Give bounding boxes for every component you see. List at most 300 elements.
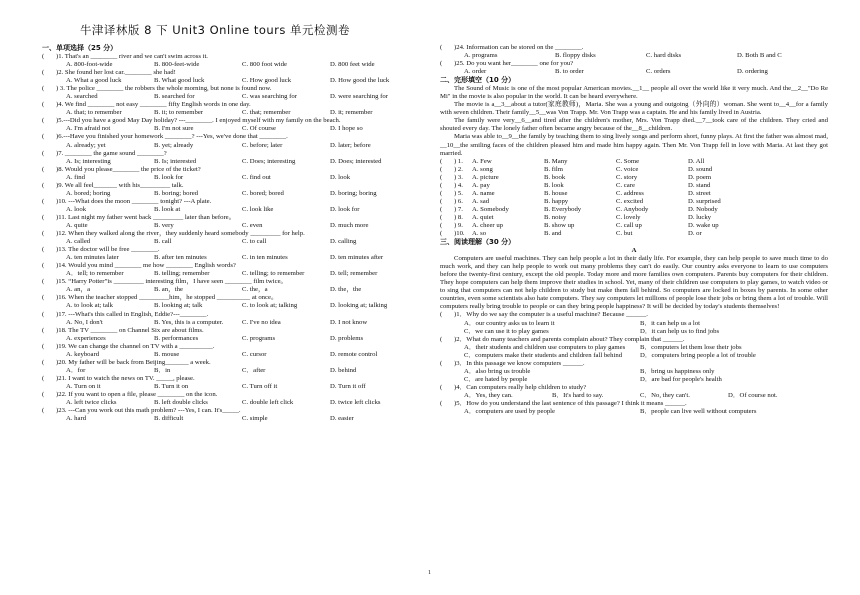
option: A. experiences [66,334,106,342]
option: B. looking at; talk [154,302,203,310]
question-text: )16. When the teacher stopped _________him，he stopped __________ at once。 [56,294,278,302]
question-text: )20. My father will be back from Beijing_______ a week. [56,358,211,366]
option: B. look at [154,205,181,213]
cloze-paragraph: Maria was able to__9__the family by teaching them to sing lively songs and perform short, funny plays. At first the father was almost mad, __10__the smiling faces of the children pleased him and made him happy again. Then Mr. Von Trapp fell in love with Maria. At last they got married. [440,133,828,157]
option: B. searched for [154,93,195,101]
answer-blank[interactable]: ( [42,117,45,125]
option: B．it can help us a lot [640,319,700,327]
option: A. quite [66,221,88,229]
option: D. it; remember [330,109,373,117]
page-number: 1 [428,570,431,576]
option: D．it can help us to find jobs [640,327,720,335]
right-column [440,44,828,416]
answer-blank[interactable]: ( [42,149,45,157]
option: D. behind [330,366,357,374]
cloze-number: ) 1. [454,157,463,165]
answer-blank[interactable]: ( [440,197,443,205]
answer-blank[interactable]: ( [42,390,45,398]
option: D. street [688,189,711,197]
cloze-number: )10. [454,230,465,238]
option: B. I'm not sure [154,125,194,133]
option: A. I'm afraid not [66,125,111,133]
question-text: )8. Would you please________ the price of the ticket? [56,165,201,173]
answer-blank[interactable]: ( [42,358,45,366]
question-text: )5.---Did you have a good May Day holiday? ---________. I enjoyed myself with my family on the beach. [56,117,341,125]
reading-questions [440,311,828,416]
option: C. Turn off it [242,382,278,390]
option: C. even [242,221,263,229]
option: A. No, I don't [66,318,103,326]
option: C. but [616,230,633,238]
option: B. left double clicks [154,399,208,407]
option: A. already; yet [66,141,106,149]
section-heading-reading: 三、阅读理解（30 分） [440,238,516,247]
option: B. mouse [154,350,180,358]
question-row [42,166,430,174]
single-choice-list [42,53,430,423]
question-row [440,400,828,408]
option: A. Few [472,157,492,165]
question-row [42,85,430,93]
question-text: )15. “Harry Potter”is _________ interesting film，I have seen ________ film twice。 [56,278,288,286]
question-row [42,375,430,383]
options-row [440,68,828,76]
option: B．in [154,366,171,374]
options-row [42,383,430,391]
option: A. so [472,230,487,238]
options-row [42,125,430,133]
option: C. telling; to remember [242,270,305,278]
answer-blank[interactable]: ( [42,69,45,77]
question-text: )6.---Have you finished your homework ________? ---Yes, we've done that ________. [56,133,288,141]
option: C．No, they can't. [640,391,690,399]
option: C. call up [616,221,642,229]
option: D. Turn it off [330,382,366,390]
answer-blank[interactable]: ( [42,278,45,286]
option: B．bring us happiness only [640,367,715,375]
option: C. Of course [242,125,276,133]
answer-blank[interactable]: ( [42,53,45,60]
left-column [42,44,430,423]
question-row [42,246,430,254]
answer-blank[interactable]: ( [440,230,443,238]
question-row [42,69,430,77]
answer-blank[interactable]: ( [42,181,45,189]
options-row [440,328,828,336]
answer-blank[interactable]: ( [42,374,45,382]
answer-blank[interactable]: ( [42,85,45,93]
options-row [42,222,430,230]
section-heading-cloze: 二、完形填空（10 分） [440,76,516,85]
answer-blank[interactable]: ( [42,326,45,334]
option: D. remote control [330,350,378,358]
options-row [440,376,828,384]
options-row [440,408,828,416]
options-row [42,93,430,101]
option: B. What good luck [154,77,205,85]
option: B. happy [544,197,569,205]
options-row [42,174,430,182]
cloze-number: ) 6. [454,197,463,205]
option: A. bored; boring [66,189,111,197]
option: D. later; before [330,141,371,149]
answer-blank[interactable]: ( [42,230,45,238]
answer-blank[interactable]: ( [440,60,443,68]
option: B. noisy [544,213,567,221]
question-row [42,198,430,206]
option: A. song [472,165,493,173]
option: D. sound [688,165,713,173]
options-row [440,320,828,328]
answer-blank[interactable]: ( [42,213,45,221]
option: B. 800-feet-wide [154,61,200,69]
question-text: ) 3. The police ________ the robbers the whole morning, but none is found now. [56,85,272,93]
option: A. cheer up [472,221,504,229]
option: C. cursor [242,350,267,358]
option: C. look like [242,205,274,213]
question-row [42,53,430,61]
option: B. it; to remember [154,109,204,117]
section-heading-single-choice: 一、单项选择（25 分） [42,44,118,52]
cloze-choice-row [440,158,828,166]
options-row [42,238,430,246]
cloze-number: ) 3. [454,173,463,181]
question-row [42,327,430,335]
single-choice-list-continued [440,44,828,76]
answer-blank[interactable]: ( [440,157,443,165]
answer-blank[interactable]: ( [440,173,443,181]
cloze-choices [440,158,828,238]
option: D. surprised [688,197,721,205]
option: D. look for [330,205,360,213]
question-row [42,311,430,319]
answer-blank[interactable]: ( [42,165,45,173]
question-text: )11. Last night my father went back _________ later than before。 [56,213,236,221]
options-row [42,61,430,69]
option: D. lucky [688,213,712,221]
question-row [42,294,430,302]
answer-blank[interactable]: ( [440,189,443,197]
option: B. Turn it on [154,382,189,390]
question-row [42,133,430,141]
answer-blank[interactable]: ( [42,197,45,205]
question-row [440,384,828,392]
cloze-choice-row [440,206,828,214]
option: D. easier [330,415,354,423]
answer-blank[interactable]: ( [440,221,443,229]
option: B. look [544,181,564,189]
question-row [42,391,430,399]
question-row [440,311,828,319]
option: A. an，a [66,286,91,294]
question-row [42,214,430,222]
option: B. show up [544,221,575,229]
options-row [440,344,828,352]
cloze-paragraph: The Sound of Music is one of the most popular American movies.__1__ people all over the world like it very much. And the__2__"Do Re Mi" in the movie is also popular in the world. It can be heard everywhere. [440,85,828,101]
option: C. How good luck [242,77,292,85]
question-text: )14. Would you mind ________ me how ________ English words? [56,262,236,270]
question-text: )22. If you want to open a file, please ________ on the icon. [56,390,218,398]
question-row [42,150,430,158]
option: A. 800-foot-wide [66,61,113,69]
option: C. 800 foot wide [242,61,287,69]
option: A. picture [472,173,499,181]
option: D. twice left clicks [330,399,381,407]
answer-blank[interactable]: ( [440,181,443,189]
option: C. that; remember [242,109,291,117]
answer-blank[interactable]: ( [42,342,45,350]
cloze-choice-row [440,190,828,198]
option: D. 800 feet wide [330,61,375,69]
option: B. and [544,230,562,238]
question-text: )19. We can change the channel on TV with a __________. [56,342,215,350]
page-title: 牛津译林版 8 下 Unit3 Online tours 单元检测卷 [79,23,351,37]
option: D. poem [688,173,712,181]
question-text: )4．Can computers really help children to study? [454,383,587,391]
question-row [42,101,430,109]
question-text: )24. Information can be stored on the ________. [454,44,584,51]
cloze-choice-row [440,222,828,230]
option: A. order [464,68,487,76]
answer-blank[interactable]: ( [440,383,443,391]
cloze-number: ) 7. [454,205,463,213]
options-row [42,319,430,327]
cloze-number: ) 4. [454,181,463,189]
option: B．It's hard to say. [552,391,604,399]
cloze-choice-row [440,182,828,190]
question-text: )3．In this passage we know computers ______. [454,359,585,367]
option: D. boring; boring [330,189,377,197]
options-row [42,367,430,375]
answer-blank[interactable]: ( [42,262,45,270]
option: D. tell; remember [330,270,378,278]
option: C. orders [646,68,671,76]
cloze-choice-row [440,198,828,206]
question-text: )18. The TV ________ on Channel Six are about films. [56,326,204,334]
option: A．their students and children use computers to play games [464,343,626,351]
options-row [42,206,430,214]
option: C．computers make their students and children fall behind [464,351,623,359]
option: D. Does; interested [330,157,382,165]
option: B. after ten minutes [154,254,207,262]
option: D. I not know [330,318,368,326]
option: B. look for [154,173,184,181]
question-row [42,359,430,367]
option: D. wake up [688,221,719,229]
option: A．tell; to remember [66,270,124,278]
question-row [42,262,430,270]
option: D. All [688,157,705,165]
option: A. quiet [472,213,494,221]
option: A．for [66,366,86,374]
option: D. were searching for [330,93,388,101]
option: A. keyboard [66,350,100,358]
options-row [440,352,828,360]
answer-blank[interactable]: ( [440,399,443,407]
answer-blank[interactable]: ( [440,44,443,51]
answer-blank[interactable]: ( [42,294,45,302]
option: D. ten minutes after [330,254,384,262]
question-row [42,407,430,415]
option: C．we can use it to play games [464,327,549,335]
option: C. simple [242,415,268,423]
option: C. care [616,181,635,189]
options-row [42,335,430,343]
option: C. hard disks [646,52,682,60]
option: A. name [472,189,495,197]
answer-blank[interactable]: ( [440,311,443,319]
question-text: )25. Do you want her________ one for you? [454,60,574,68]
options-row [42,254,430,262]
option: C. Does; interesting [242,157,296,165]
option: C. I've no idea [242,318,281,326]
question-text: )5．How do you understand the last sentence of this passage? I think it means ______. [454,399,687,407]
option: A. to look at; talk [66,302,113,310]
option: D. much more [330,221,369,229]
option: C．after [242,366,266,374]
question-row [440,336,828,344]
option: A. left twice clicks [66,399,117,407]
option: A. sad [472,197,490,205]
reading-passage: Computers are useful machines. They can help people a lot in their daily life. For example, they can help people to save much time to do much work, and they can help people to work out many problems they can't do easily. Our country asks everyone to learn to use computers before the twenty-first century, except the old people. Today more and more families own computers. Parents buy computers for their children. They hope computers can help them improve their studies in school. Yet, many of their children use computers to play games, to watch video or to sing that computers can not help children to study but make them fall behind. So computers are locked in boxes by parents. In some other countries, even some scientists also hate computers. They say computers let millions of people lose their jobs or bring them a lot of trouble. Will computers really bring trouble to people or can they bring people happiness? It will be decided by today's students themselves! [440,255,828,311]
answer-blank[interactable]: ( [42,246,45,254]
option: B. Yes, this is a computer. [154,318,224,326]
option: C. bored; bored [242,189,284,197]
options-row [42,415,430,423]
option: C. was searching for [242,93,297,101]
option: D. or [688,230,702,238]
option: A. hard [66,415,87,423]
cloze-choice-row [440,214,828,222]
question-row [42,182,430,190]
option: C. address [616,189,644,197]
question-text: )23. ---Can you work out this math problem? ---Yes, I can. It's_____. [56,407,241,415]
option: C. Some [616,157,640,165]
options-row [42,351,430,359]
option: B. Is; interested [154,157,197,165]
option: D. How good the luck [330,77,390,85]
option: B. difficult [154,415,184,423]
option: A．also bring us trouble [464,367,531,375]
option: B. boring; bored [154,189,199,197]
cloze-paragraph: The movie is a__3__about a tutor(家庭教师)，Maria. She was a young and outgoing（外向的）woman. She went to__4__for a family with seven children. Their family__5__was Von Trapp. Mr. Von Trapp was a captain. He and his family lived in Austria. [440,101,828,117]
cloze-number: ) 8. [454,213,463,221]
option: B. floppy disks [555,52,596,60]
options-row [42,190,430,198]
option: D. Both B and C [737,52,782,60]
question-text: )1. That's an ________ river and we can't swim across it. [56,53,208,60]
option: C. story [616,173,638,181]
question-text: )2. She found her lost car.________ she had! [56,69,176,77]
option: B. telling; remember [154,270,210,278]
option: A. Somebody [472,205,509,213]
option: D. Nobody [688,205,718,213]
option: A．Yes, they can. [464,391,513,399]
question-row [42,278,430,286]
option: C．are hated by people [464,375,528,383]
cloze-choice-row [440,230,828,238]
answer-blank[interactable]: ( [440,205,443,213]
option: B．computers let them lose their jobs [640,343,742,351]
question-text: )13. The doctor will be free ________. [56,246,160,254]
question-row [42,230,430,238]
option: D．Of course not. [728,391,778,399]
option: D. look [330,173,351,181]
answer-blank[interactable]: ( [440,335,443,343]
option: A. Turn on it [66,382,101,390]
question-row [440,60,828,68]
option: A．computers are used by people [464,408,555,416]
options-row [440,368,828,376]
options-row [440,52,828,60]
option: B. Everybody [544,205,582,213]
option: C. find out [242,173,271,181]
option: C. lovely [616,213,641,221]
question-text: )12. When they walked along the river，they suddenly heard somebody _________ for help. [56,230,305,238]
option: A. programs [464,52,498,60]
answer-blank[interactable]: ( [42,407,45,415]
question-row [42,117,430,125]
option: A. called [66,238,91,246]
answer-blank[interactable]: ( [440,165,443,173]
option: A. ten minutes later [66,254,119,262]
question-row [440,44,828,52]
option: A. What a good luck [66,77,122,85]
option: B. call [154,238,172,246]
question-text: )21. I want to watch the news on TV. _____, please. [56,374,195,382]
answer-blank[interactable]: ( [42,133,45,141]
answer-blank[interactable]: ( [42,101,45,109]
option: B. an，the [154,286,183,294]
options-row [42,399,430,407]
option: A. find [66,173,85,181]
option: B. house [544,189,568,197]
question-text: )4. We find ________ not easy ________ fifty English words in one day. [56,101,251,109]
option: C. Anybody [616,205,649,213]
option: B. film [544,165,563,173]
options-row [42,286,430,294]
cloze-choice-row [440,174,828,182]
question-row [440,360,828,368]
answer-blank[interactable]: ( [42,310,45,318]
option: C. in ten minutes [242,254,288,262]
question-text: )1．Why do we say the computer is a useful machine? Because ______. [454,311,648,319]
option: D. problems [330,334,364,342]
option: C. programs [242,334,276,342]
question-text: )9. We all feel_______ with his_________ talk. [56,181,184,189]
option: A. searched [66,93,98,101]
answer-blank[interactable]: ( [440,213,443,221]
options-row [42,77,430,85]
option: B．people can live well without computers [640,408,757,416]
option: C. voice [616,165,639,173]
cloze-paragraph: The family were very__6__and tired after the children's mother, Mrs. Von Trapp died.__7__took care of the children. They cried and shouted every day. The lonely father often became angry because of the__8__children. [440,117,828,133]
options-row [42,109,430,117]
option: D. looking at; talking [330,302,388,310]
question-text: )10. ---What does the moon ________ tonight? ---A plate. [56,197,212,205]
options-row [440,392,828,400]
cloze-number: ) 5. [454,189,463,197]
answer-blank[interactable]: ( [440,359,443,367]
question-text: )2．What do many teachers and parents complain about? They complain that ______. [454,335,685,343]
option: B. very [154,221,174,229]
option: D. calling [330,238,357,246]
option: D. ordering [737,68,768,76]
option: C. to look at; talking [242,302,298,310]
question-text: )7. ________ the game sound ________? [56,149,167,157]
option: C. the，a [242,286,268,294]
options-row [42,270,430,278]
